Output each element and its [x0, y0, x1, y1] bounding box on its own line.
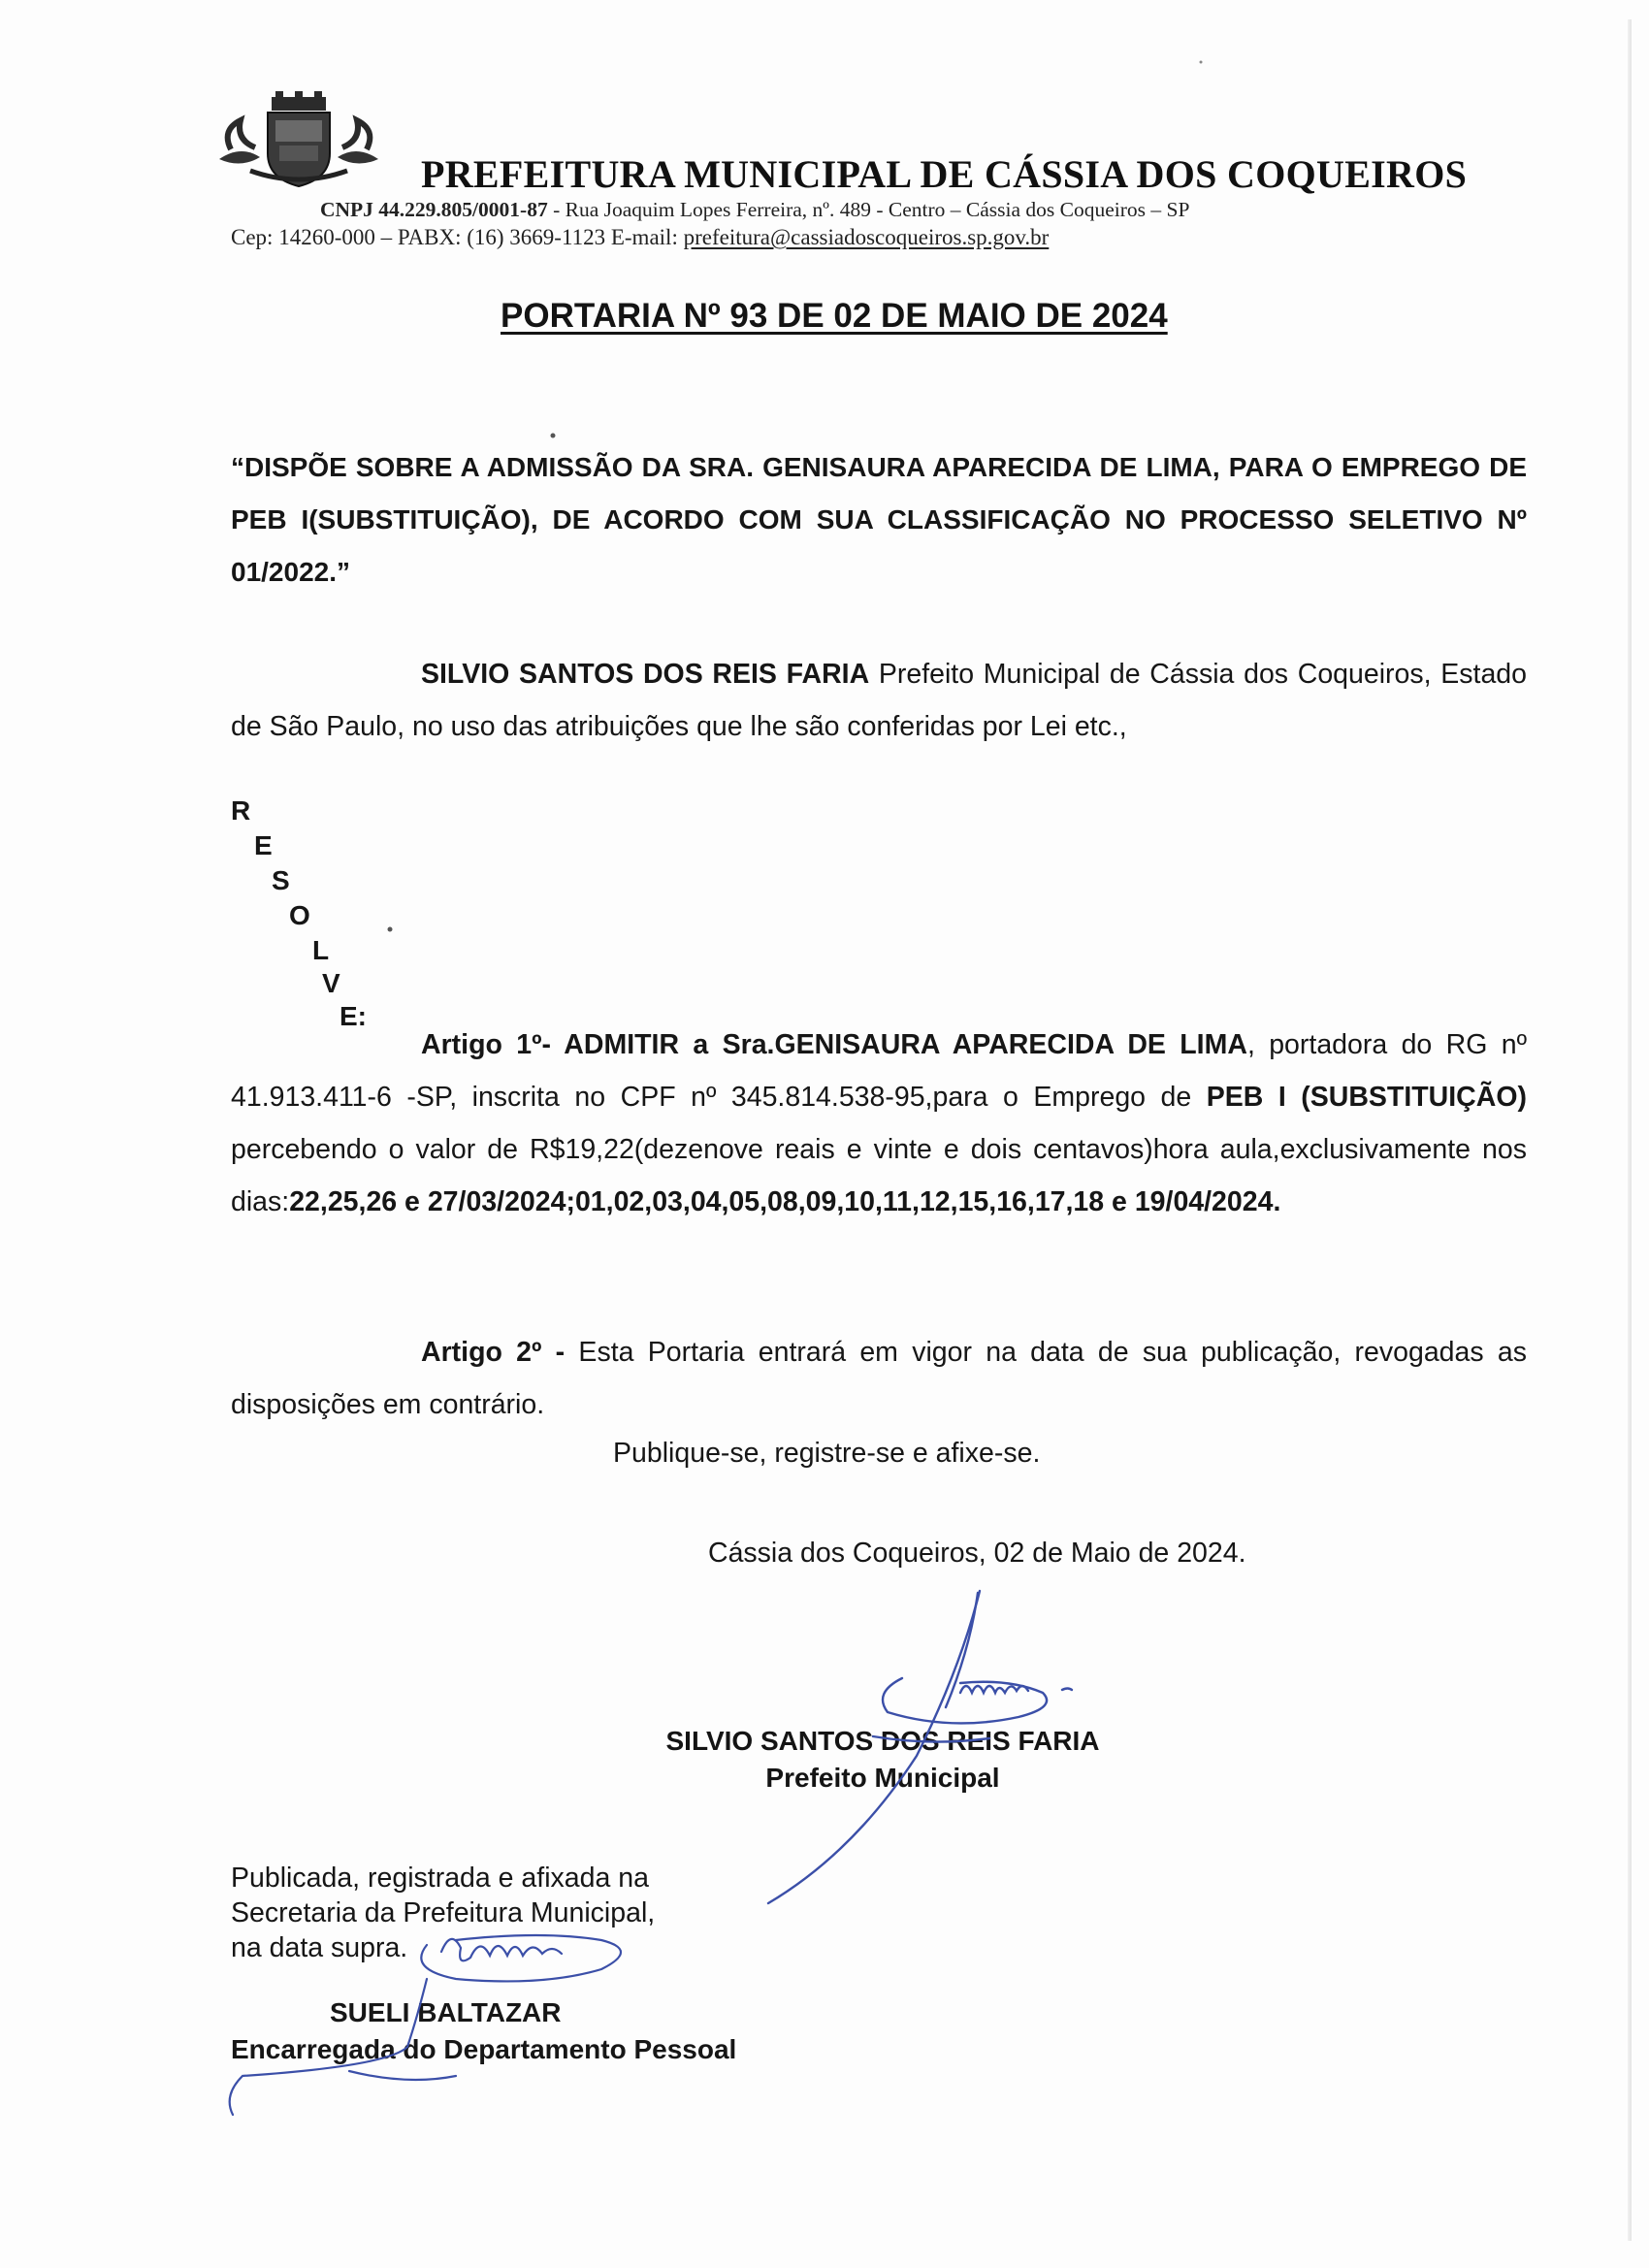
article-1-dates: 22,25,26 e 27/03/2024;01,02,03,04,05,08,09,10,11,12,15,16,17,18 e 19/04/2024. — [289, 1186, 1281, 1217]
publication-note — [231, 1861, 655, 1965]
preamble-text: Prefeito Municipal de Cássia dos Coqueiros, Estado de São Paulo, no uso das atribuições que lhe são conferidas por Lei etc., — [231, 659, 1527, 742]
org-registration-line — [320, 198, 1189, 222]
mayor-signature-block — [640, 1723, 1125, 1797]
org-name: PREFEITURA MUNICIPAL DE CÁSSIA DOS COQUEIROS — [421, 152, 1468, 196]
article-1-text-2: percebendo o valor de R$19,22(dezenove reais e vinte e dois centavos)hora aula,exclusivamente nos dias: — [231, 1134, 1527, 1217]
publication-note-line: Publicada, registrada e afixada na — [231, 1863, 649, 1894]
signer-name: SILVIO SANTOS DOS REIS FARIA — [665, 1726, 1100, 1756]
resolve-letter: O — [289, 900, 310, 930]
resolve-letter: V — [322, 968, 340, 998]
resolve-letter: L — [312, 935, 330, 965]
coat-of-arms-icon — [211, 91, 386, 188]
org-contact-line — [231, 225, 1049, 250]
article-2-lead: Artigo 2º - — [421, 1337, 566, 1368]
resolve-letter: E: — [340, 1001, 367, 1031]
staff-role: Encarregada do Departamento Pessoal — [231, 2034, 737, 2064]
article-1-role: PEB I (SUBSTITUIÇÃO) — [1206, 1082, 1527, 1113]
article-1-lead: Artigo 1º- ADMITIR a Sra.GENISAURA APARECIDA DE LIMA — [421, 1029, 1247, 1060]
scan-speck — [388, 927, 393, 932]
publication-order: Publique-se, registre-se e afixe-se. — [613, 1438, 1041, 1469]
scan-speck — [551, 434, 556, 438]
preamble-paragraph — [231, 648, 1527, 753]
staff-name: SUELI BALTAZAR — [330, 1997, 562, 2027]
article-2-text: Esta Portaria entrará em vigor na data de sua publicação, revogadas as disposições em contrário. — [231, 1337, 1527, 1420]
place-and-date: Cássia dos Coqueiros, 02 de Maio de 2024. — [708, 1538, 1246, 1569]
summary-paragraph: “DISPÕE SOBRE A ADMISSÃO DA SRA. GENISAURA APARECIDA DE LIMA, PARA O EMPREGO DE PEB I(SUBSTITUIÇÃO), DE ACORDO COM SUA CLASSIFICAÇÃO NO PROCESSO SELETIVO Nº 01/2022.” — [231, 452, 1527, 587]
publication-note-line: Secretaria da Prefeitura Municipal, — [231, 1897, 656, 1928]
mayor-name: SILVIO SANTOS DOS REIS FARIA — [421, 659, 870, 690]
resolve-letter: R — [231, 795, 251, 826]
article-1-text: , portadora do RG nº 41.913.411-6 -SP, inscrita no CPF nº 345.814.538-95,para o Emprego de — [231, 1029, 1527, 1113]
article-2-paragraph — [231, 1326, 1527, 1431]
resolve-letter: E — [254, 830, 273, 860]
document-title: PORTARIA Nº 93 DE 02 DE MAIO DE 2024 — [501, 297, 1168, 335]
org-contact: Cep: 14260-000 – PABX: (16) 3669-1123 E-mail: — [231, 225, 684, 249]
email-link[interactable]: prefeitura@cassiadoscoqueiros.sp.gov.br — [683, 225, 1050, 249]
resolve-letter: S — [272, 865, 290, 895]
org-address: - Rua Joaquim Lopes Ferreira, nº. 489 - Centro – Cássia dos Coqueiros – SP — [547, 198, 1190, 221]
publication-note-line: na data supra. — [231, 1932, 408, 1963]
signer-role: Prefeito Municipal — [765, 1763, 1000, 1793]
article-1-paragraph — [231, 1019, 1527, 1228]
cnpj: CNPJ 44.229.805/0001-87 — [320, 198, 548, 221]
page-edge-shadow — [1628, 19, 1632, 2241]
scan-speck — [1200, 61, 1203, 64]
